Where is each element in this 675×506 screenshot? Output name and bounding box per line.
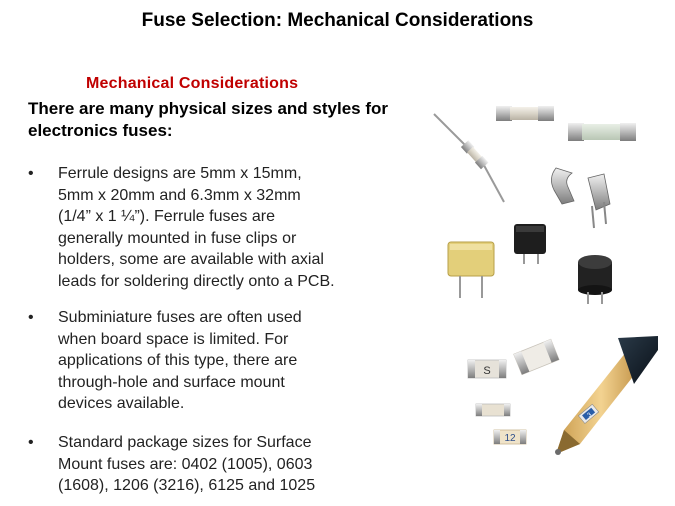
smd-fuse-label: S	[483, 365, 491, 377]
bullet-line: devices available.	[58, 395, 185, 412]
fuse-clip	[551, 168, 610, 228]
radial-black-round-fuse	[578, 255, 612, 304]
axial-lead-fuse	[434, 114, 504, 202]
bullet-line: when board space is limited. For	[58, 330, 289, 348]
bullet-line: through-hole and surface mount	[58, 373, 285, 391]
bullet-text	[58, 163, 418, 292]
pen-tip-scale-reference	[555, 336, 658, 455]
bullet-line: Mount fuses are: 0402 (1005), 0603	[58, 455, 313, 473]
fuse-photos	[420, 92, 660, 472]
bullet-text	[58, 307, 418, 415]
bullet-line: holders, some are available with axial	[58, 251, 324, 268]
ferrule-glass-fuse	[496, 106, 554, 121]
bullet-text	[58, 432, 418, 497]
bullet-line: Ferrule designs are 5mm x 15mm,	[58, 165, 302, 182]
radial-black-square-fuse	[514, 224, 546, 264]
smd-fuse-12	[494, 430, 526, 444]
intro-text: There are many physical sizes and styles for electronics fuses:	[28, 99, 388, 140]
bullet-line: generally mounted in fuse clips or	[58, 229, 297, 247]
bullet-line: 5mm x 20mm and 6.3mm x 32mm	[58, 186, 301, 204]
bullet-line: Subminiature fuses are often used	[58, 309, 302, 326]
bullet-line: applications of this type, there are	[58, 352, 298, 369]
ferrule-ceramic-fuse	[568, 123, 636, 141]
slide-title: Fuse Selection: Mechanical Considerations	[141, 10, 534, 31]
smd-fuse-large	[514, 339, 559, 374]
bullet-marker: •	[28, 309, 34, 326]
bullet-line: leads for soldering directly onto a PCB.	[58, 272, 335, 290]
bullet-line: (1/4” x 1 ¼”). Ferrule fuses are	[58, 208, 275, 225]
smd-fuse-s	[468, 360, 506, 378]
smd-fuse-label: 3	[586, 412, 594, 419]
section-subtitle: Mechanical Considerations	[86, 75, 299, 92]
smd-fuse-small	[476, 404, 510, 416]
bullet-line: (1608), 1206 (3216), 6125 and 1025	[58, 477, 316, 494]
bullet-line: Standard package sizes for Surface	[58, 434, 312, 451]
smd-fuse-label: 12	[504, 433, 516, 444]
bullet-marker: •	[28, 165, 34, 182]
radial-yellow-fuse	[448, 242, 494, 298]
bullet-marker: •	[28, 434, 34, 451]
